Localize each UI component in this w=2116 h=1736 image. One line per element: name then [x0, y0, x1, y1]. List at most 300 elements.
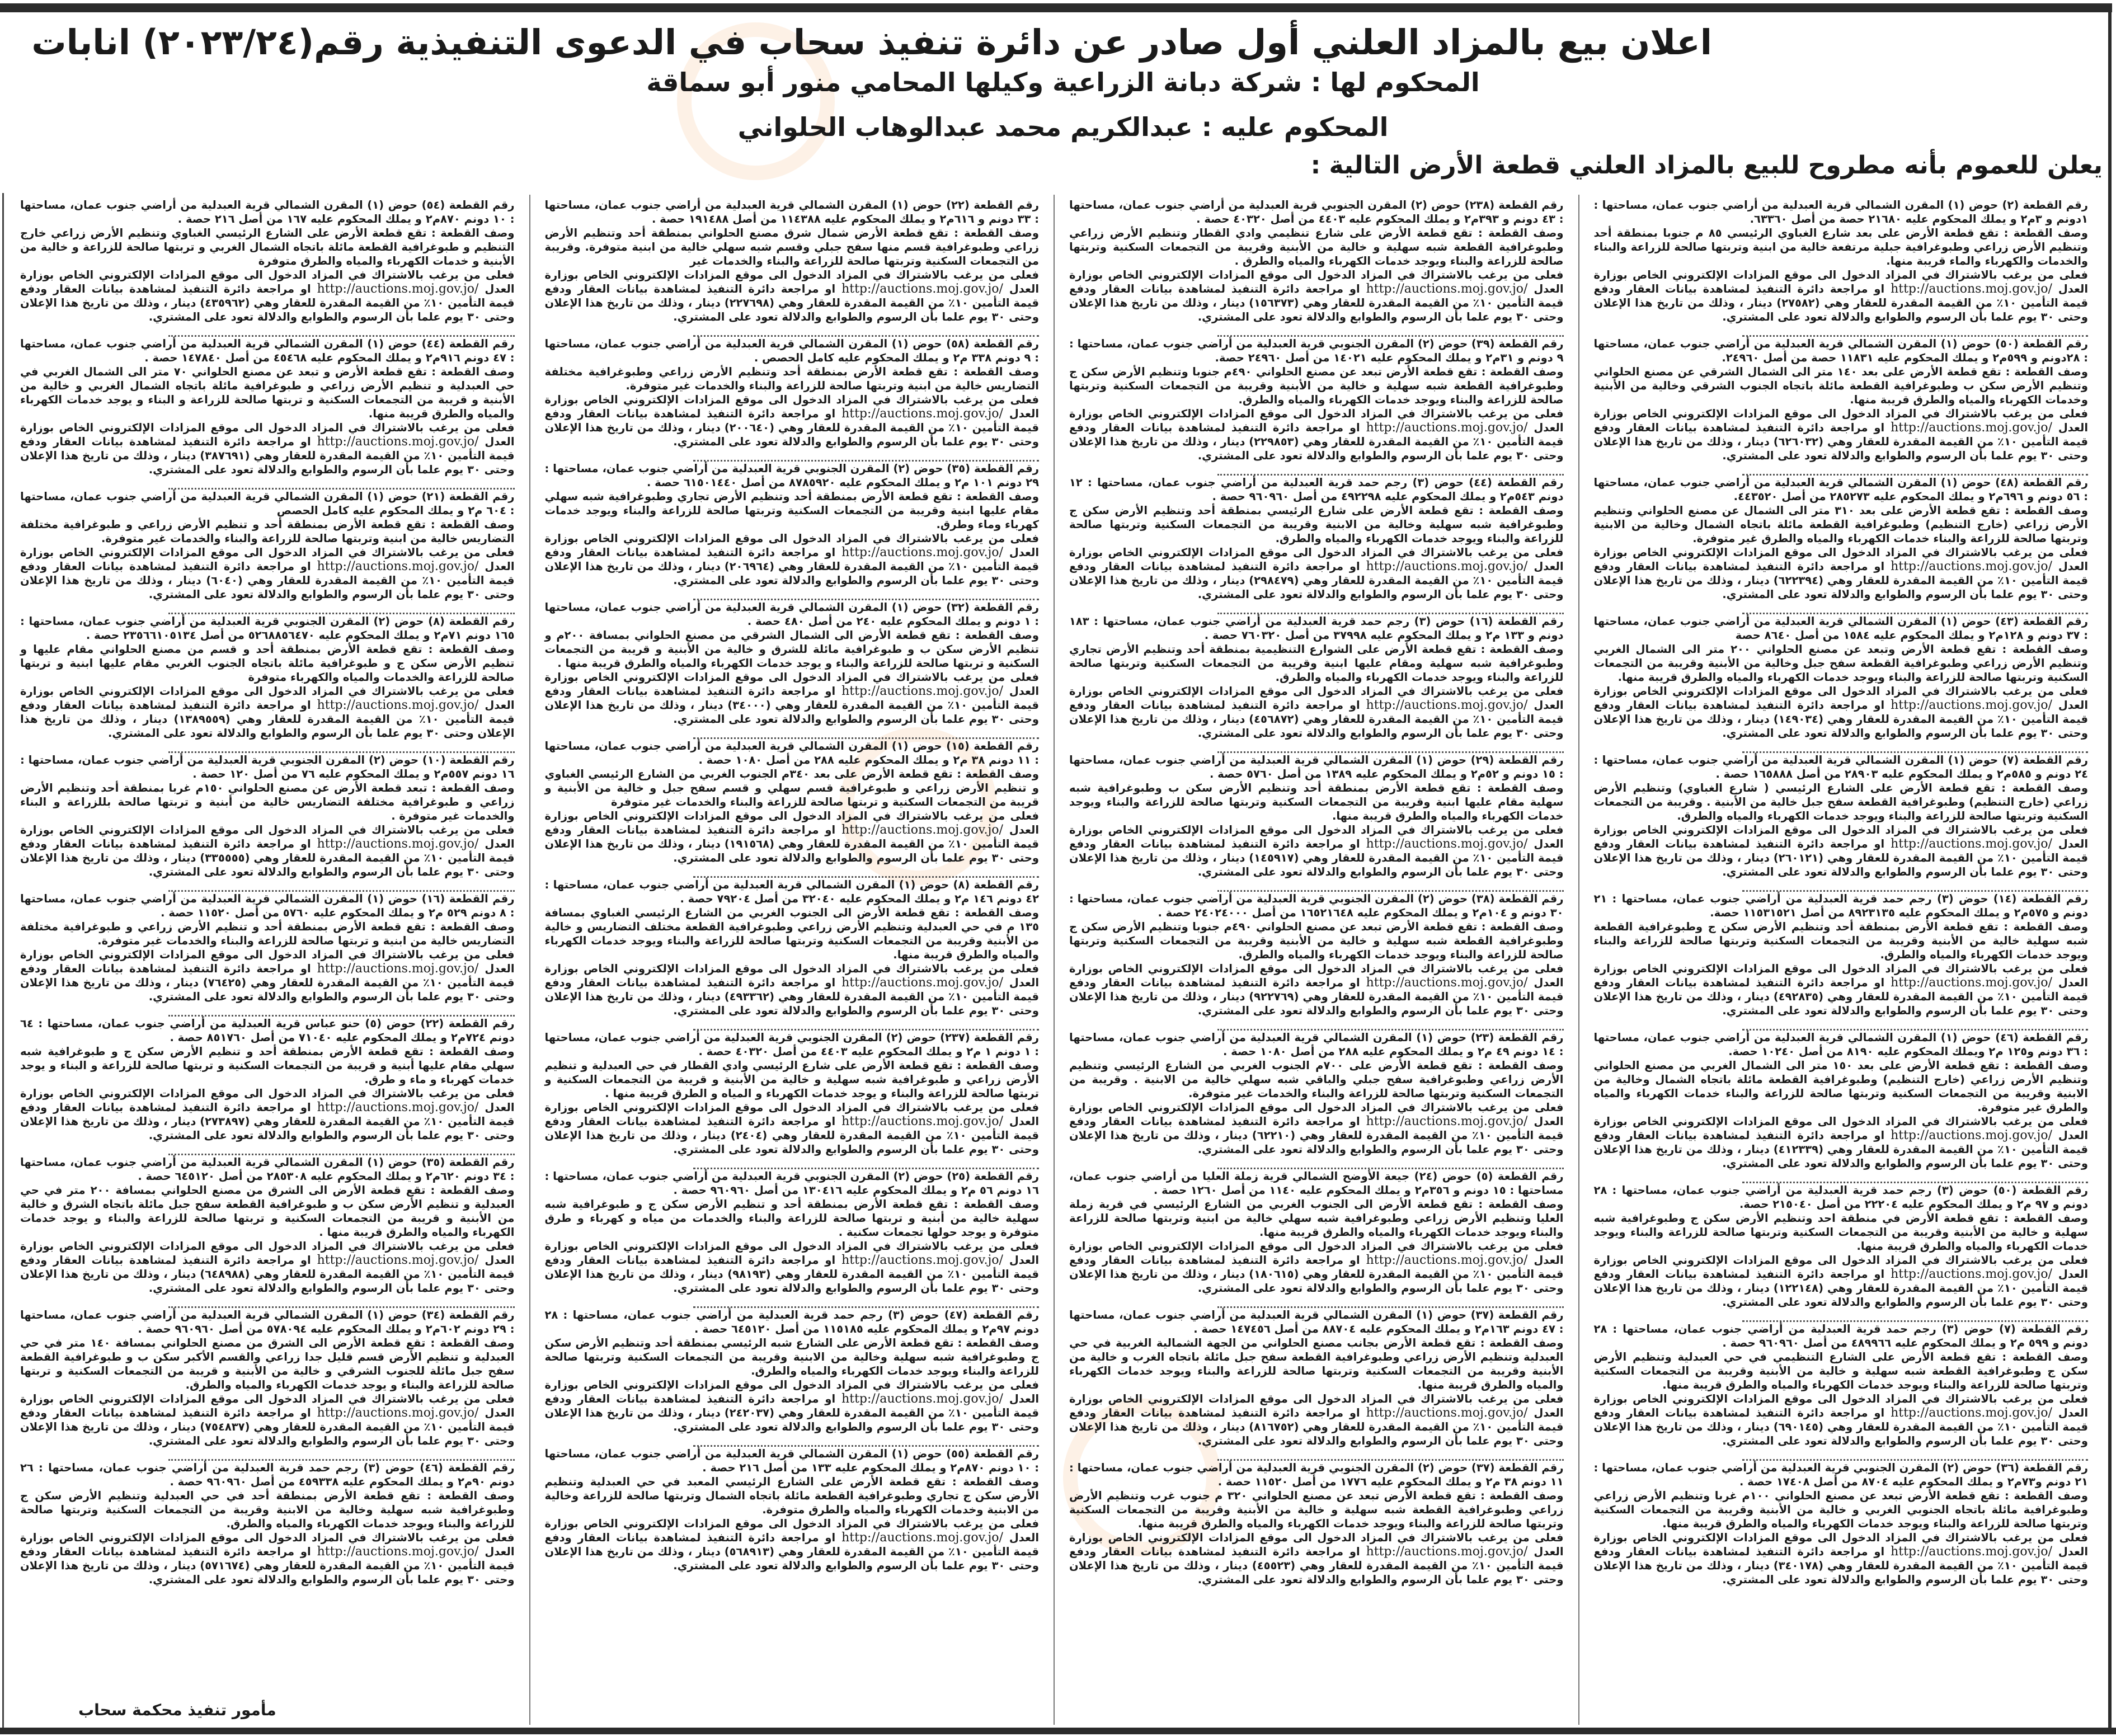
parcel-header: رقم القطعة (٢٢) حوض (٥) حنو عباس قرية العبدلية من أراضي جنوب عمان، مساحتها : ٦٤ دونم ٧٢٤م٢ و يملك المحكوم عليه ٧١٠٤٠ من أصل ٨٥١٧٦٠ حصة .	[20, 1017, 515, 1044]
participation-terms	[1069, 268, 1564, 324]
terms-text: او مراجعة دائرة التنفيذ لمشاهدة بيانات العقار ودفع قيمة التأمين ١٠٪ من القيمة المقدرة للعقار وهي	[20, 560, 515, 587]
desc-label: وصف القطعة :	[431, 365, 515, 378]
participation-terms	[20, 948, 515, 1004]
estimated-value: (٢٦٠١٢١)	[1773, 851, 1823, 864]
terms-text: او مراجعة دائرة التنفيذ لمشاهدة بيانات العقار ودفع قيمة التأمين ١٠٪ من القيمة المقدرة للعقار وهي	[20, 1545, 515, 1572]
column-3	[529, 195, 1054, 1725]
participation-terms	[20, 1086, 515, 1142]
estimated-value: (٢٩٨٤٧٩)	[1249, 574, 1299, 587]
parcel-listing	[1594, 468, 2089, 607]
column-4	[6, 195, 529, 1725]
parcel-listing	[1069, 1023, 1564, 1162]
terms-text: فعلى من يرغب بالاشتراك في المزاد الدخول الى موقع المزادات الإلكتروني الخاص بوزارة العدل	[20, 1087, 515, 1114]
terms-text: او مراجعة دائرة التنفيذ لمشاهدة بيانات العقار ودفع قيمة التأمين ١٠٪ من القيمة المقدرة للعقار وهي	[544, 1392, 1039, 1419]
desc-text: تقع قطعة الأرض وتبعد عن مصنع الحلواني ٢٠٠ متر الى الشمال الغربي وتنظيم الأرض زراعي وطبوغرافية القطعة سفح جبل وخالية من الأبنية وقريبة من التجمعات السكنية وتربتها صالحة للزراعة والبناء ويوجد خدمات الكهرباء والمياه والطرق قريبة منها.	[1593, 643, 2088, 684]
terms-text: فعلى من يرغب بالاشتراك في المزاد الدخول الى موقع المزادات الإلكتروني الخاص بوزارة العدل	[544, 393, 1040, 420]
estimated-value: (٣٤٠١٧٨)	[1773, 1559, 1823, 1572]
parcel-header: رقم القطعة (١٥) حوض (١) المقرن الشمالي قرية العبدلية من أراضي جنوب عمان، مساحتها : ١١ دونم ٣٨ م٢ و يملك المحكوم عليه ٢٨٨ من أصل ١٠٨٠ حصة .	[544, 740, 1039, 766]
terms-text: فعلى من يرغب بالاشتراك في المزاد الدخول الى موقع المزادات الإلكتروني الخاص بوزارة العدل	[1593, 1392, 2089, 1419]
parcel-header: رقم القطعة (٣٤) حوض (١) المقرن الشمالي قرية العبدلية من أراضي جنوب عمان، مساحتها : ٢٩ دونم ٦٠٢م٢ و يملك المحكوم عليه ٥٧٨٠٩٤ من أصل ٩٦٠٩٦٠ حصة .	[20, 1309, 515, 1335]
auctions-link[interactable]: http://auctions.moj.gov.jo/	[317, 282, 479, 296]
terms-text: او مراجعة دائرة التنفيذ لمشاهدة بيانات العقار ودفع قيمة التأمين ١٠٪ من القيمة المقدرة للعقار وهي	[1069, 699, 1564, 726]
terms-text: فعلى من يرغب بالاشتراك في المزاد الدخول الى موقع المزادات الإلكتروني الخاص بوزارة العدل	[20, 824, 515, 850]
auctions-link[interactable]: http://auctions.moj.gov.jo/	[841, 407, 1003, 421]
terms-text: او مراجعة دائرة التنفيذ لمشاهدة بيانات العقار ودفع قيمة التأمين ١٠٪ من القيمة المقدرة للعقار وهي	[1069, 283, 1564, 309]
auctions-link[interactable]: http://auctions.moj.gov.jo/	[1366, 559, 1528, 573]
estimated-value: (٦٩٠١٤٥)	[1773, 1420, 1823, 1433]
estimated-value: (٢٤٢٠٣٧)	[724, 1406, 774, 1419]
desc-label: وصف القطعة :	[430, 518, 515, 531]
parcel-description	[20, 642, 515, 684]
terms-text: او مراجعة دائرة التنفيذ لمشاهدة بيانات العقار ودفع قيمة التأمين ١٠٪ من القيمة المقدرة للعقار وهي	[544, 685, 1039, 712]
auctions-link[interactable]: http://auctions.moj.gov.jo/	[317, 698, 479, 712]
parcel-description	[1069, 642, 1564, 684]
parcel-description	[545, 628, 1040, 670]
terms-text: دينار ، وذلك من تاريخ هذا الإعلان وحتى ٣٠ يوم علما بأن الرسوم والطوابع والدلالة تعود على المشتري.	[1593, 1559, 2088, 1586]
terms-text: او مراجعة دائرة التنفيذ لمشاهدة بيانات العقار ودفع قيمة التأمين ١٠٪ من القيمة المقدرة للعقار وهي	[1593, 421, 2088, 448]
parcel-listing	[1069, 885, 1564, 1023]
parcel-description	[20, 1183, 515, 1239]
desc-label: وصف القطعة :	[1481, 365, 1564, 378]
auctions-link[interactable]: http://auctions.moj.gov.jo/	[317, 837, 479, 851]
auctions-link[interactable]: http://auctions.moj.gov.jo/	[317, 1545, 479, 1559]
desc-label: وصف القطعة :	[2005, 365, 2088, 378]
auctions-link[interactable]: http://auctions.moj.gov.jo/	[1366, 1406, 1528, 1420]
desc-text: تقع قطعة الأرض بمنطقة أحد وتنظيم الأرض سكن ب وطبوغرافية شبه سهلية مقام عليها ابنية وقريبة من التجمعات السكنية وتربتها صالحة للزراعة والبناء ويوجد خدمات الكهرباء والمياه والطرق قريبة منها.	[1069, 782, 1564, 822]
participation-terms	[1594, 545, 2089, 601]
terms-text: دينار ، وذلك من تاريخ هذا الإعلان وحتى ٣٠ يوم علما بأن الرسوم والطوابع والدلالة تعود على المشتري.	[20, 297, 515, 323]
parcel-description	[545, 767, 1040, 809]
desc-text: تقع قطعة الأرض على الشارع الرئيسي الغباوي وتنظيم الأرض زراعي خارج التنظيم و طبوغرافية القطعة مائلة باتجاه الشمال الغربي و تربتها صالحة للزراعة و خالية من الأبنية و خدمات الكهرباء والمياه والطرق متوفرة	[20, 227, 515, 267]
desc-text: تقع قطعة الأرض بمنطقة أحد وتنظيم الأرض سكن ج وطبوغرافية القطعة شبه سهلية خالية من الأبنية وقريبة من التجمعات السكنية وتربتها صالحة للزراعة والبناء ويوجد خدمات الكهرباء والمياه والطرق.	[1593, 920, 2088, 961]
parcel-listing	[1594, 195, 2089, 330]
column-1	[1578, 195, 2103, 1725]
parcel-listing	[545, 593, 1040, 732]
terms-text: او مراجعة دائرة التنفيذ لمشاهدة بيانات العقار ودفع قيمة التأمين ١٠٪ من القيمة المقدرة للعقار وهي	[1593, 1129, 2088, 1156]
auctions-link[interactable]: http://auctions.moj.gov.jo/	[1891, 1406, 2052, 1420]
terms-text: دينار ، وذلك من تاريخ هذا الإعلان وحتى ٣٠ يوم علما بأن الرسوم والطوابع والدلالة تعود على المشتري.	[20, 1115, 515, 1142]
desc-text: تقع قطعة الأرض على الشارع الرئيسي المعبد في حي العبدلية وتنظيم الأرض سكن ج تجاري وطبوغرافية القطعة مائلة باتجاه الشمال وتربتها صالحة للزراعة وخالية من الابنية وخدمات الكهرباء والمياه والطرق متوفرة.	[544, 1475, 1039, 1516]
terms-text: فعلى من يرغب بالاشتراك في المزاد الدخول الى موقع المزادات الإلكتروني الخاص بوزارة العدل	[1593, 546, 2089, 573]
terms-text: او مراجعة دائرة التنفيذ لمشاهدة بيانات العقار ودفع قيمة التأمين ١٠٪ من القيمة المقدرة للعقار وهي	[20, 1101, 515, 1128]
terms-text: دينار ، وذلك من تاريخ هذا الإعلان وحتى ٣٠ يوم علما بأن الرسوم والطوابع والدلالة تعود على المشتري.	[20, 713, 515, 740]
terms-text: فعلى من يرغب بالاشتراك في المزاد الدخول الى موقع المزادات الإلكتروني الخاص بوزارة العدل	[1593, 1254, 2089, 1281]
parcel-header: رقم القطعة (٥) حوض (٢٤) جيعة الأوضح الشمالي قرية زملة العليا من أراضي جنوب عمان، مساحتها : ١٥ دونم و ٣٥٦م٢ و يملك المحكوم عليه ١١٤٠ من أصل ١٢٦٠ حصة .	[1069, 1170, 1564, 1197]
auctions-link[interactable]: http://auctions.moj.gov.jo/	[1891, 1545, 2052, 1559]
terms-text: او مراجعة دائرة التنفيذ لمشاهدة بيانات العقار ودفع قيمة التأمين ١٠٪ من القيمة المقدرة للعقار وهي	[1593, 838, 2088, 864]
top-rule	[0, 3, 2112, 12]
auctions-link[interactable]: http://auctions.moj.gov.jo/	[1366, 837, 1528, 851]
desc-label: وصف القطعة :	[431, 227, 515, 239]
desc-label: وصف القطعة :	[2004, 1059, 2088, 1072]
terms-text: او مراجعة دائرة التنفيذ لمشاهدة بيانات العقار ودفع قيمة التأمين ١٠٪ من القيمة المقدرة للعقار وهي	[1593, 699, 2088, 726]
parcel-description	[20, 517, 515, 545]
parcel-header: رقم القطعة (٤٦) حوض (٣) رجم حمد قرية العبدلية من أراضي جنوب عمان، مساحتها : ٢٦ دونم ٩٠م٢ و يملك المحكوم عليه ٤٥٩٣٣٨ من أصل ٩٦٠٩٦٠ حصة .	[20, 1461, 515, 1488]
auctions-link[interactable]: http://auctions.moj.gov.jo/	[1366, 698, 1528, 712]
participation-terms	[1594, 1531, 2089, 1587]
auctions-link[interactable]: http://auctions.moj.gov.jo/	[1366, 1253, 1528, 1267]
estimated-value: (١٣٨٩٥٥٩)	[173, 713, 231, 726]
participation-terms	[545, 1378, 1040, 1434]
auctions-link[interactable]: http://auctions.moj.gov.jo/	[1891, 421, 2052, 435]
terms-text: او مراجعة دائرة التنفيذ لمشاهدة بيانات العقار ودفع قيمة التأمين ١٠٪ من القيمة المقدرة للعقار وهي	[20, 838, 515, 864]
parcel-listing	[1594, 885, 2089, 1023]
terms-text: فعلى من يرغب بالاشتراك في المزاد الدخول الى موقع المزادات الإلكتروني الخاص بوزارة العدل	[1069, 962, 1564, 989]
auctions-link[interactable]: http://auctions.moj.gov.jo/	[841, 684, 1003, 698]
estimated-value: (٧٦٤٢٥)	[203, 976, 247, 989]
terms-text: فعلى من يرغب بالاشتراك في المزاد الدخول الى موقع المزادات الإلكتروني الخاص بوزارة العدل	[1593, 685, 2089, 712]
desc-label: وصف القطعة :	[2002, 1351, 2088, 1363]
terms-text: او مراجعة دائرة التنفيذ لمشاهدة بيانات العقار ودفع قيمة التأمين ١٠٪ من القيمة المقدرة للعقار وهي	[1593, 1406, 2088, 1433]
parcel-listing	[20, 482, 515, 607]
parcel-listing	[1594, 1176, 2089, 1315]
desc-label: وصف القطعة :	[953, 365, 1039, 378]
auctions-link[interactable]: http://auctions.moj.gov.jo/	[1891, 976, 2052, 990]
terms-text: فعلى من يرغب بالاشتراك في المزاد الدخول الى موقع المزادات الإلكتروني الخاص بوزارة العدل	[1593, 962, 2089, 989]
parcel-description	[1594, 1489, 2089, 1531]
desc-label: وصف القطعة :	[952, 1475, 1040, 1488]
participation-terms	[1594, 962, 2089, 1018]
terms-text: دينار ، وذلك من تاريخ هذا الإعلان وحتى ٣٠ يوم علما بأن الرسوم والطوابع والدلالة تعود على المشتري.	[1593, 1143, 2088, 1170]
desc-text: تقع قطعة الأرض على شارع الرئيسي بمنطقة أحد وتنظيم الأرض سكن ج وطبوغرافية شبه سهلية وخالية من الابنية وقريبة من التجمعات السكنية وتربتها صالحة للزراعة والبناء ويوجد خدمات الكهرباء والمياه والطرق.	[1069, 504, 1564, 545]
participation-terms	[1069, 1239, 1564, 1295]
estimated-value: (١٤٩٠٣٤)	[1773, 713, 1823, 726]
parcel-header: رقم القطعة (٣٨) حوض (٢) المقرن الجنوبي قرية العبدلية من أراضي جنوب عمان، مساحتها : ٣٠ دونم و ١٠٤م٢ و يملك المحكوم عليه ١٦٥٢١٦٤٨ من أصل ٢٤٠٢٤٠٠٠ حصة .	[1069, 892, 1564, 919]
participation-terms	[545, 1239, 1040, 1295]
parcel-description	[20, 1045, 515, 1086]
estimated-value: (٦٢٢٣٩٤)	[1773, 574, 1823, 587]
auctions-link[interactable]: http://auctions.moj.gov.jo/	[317, 1253, 479, 1267]
terms-text: او مراجعة دائرة التنفيذ لمشاهدة بيانات العقار ودفع قيمة التأمين ١٠٪ من القيمة المقدرة للعقار وهي	[20, 283, 515, 309]
auctions-link[interactable]: http://auctions.moj.gov.jo/	[1891, 282, 2052, 296]
parcel-description	[1069, 920, 1564, 962]
participation-terms	[1594, 823, 2089, 879]
desc-text: تقع قطعة الأرض الى الجنوب الغربي من الشارع الرئيسي الغباوي بمسافة ١٣٥ م في حي العبدلية وتنظيم الأرض زراعي وطبوغرافية القطعة مختلف التضاريس و خالية من الأبنية وقريبة من التجمعات السكنية وتربتها صالحة للزراعة والبناء ويوجد خدمات الكهرباء والمياه والطرق قريبة منها.	[544, 906, 1039, 961]
auctions-link[interactable]: http://auctions.moj.gov.jo/	[1891, 837, 2052, 851]
participation-terms	[545, 809, 1040, 865]
desc-text: تقع قطعة الأرض على الشارع شبه الرئيسي بمنطقة أحد وتنظيم الأرض سكن ج وطبوغرافية شبه سهلية وخالية من الابنية وقريبة من التجمعات السكنية وتربتها صالحة للزراعة والبناء ويوجد خدمات الكهرباء والمياه والطرق.	[544, 1337, 1039, 1377]
desc-label: وصف القطعة :	[2005, 504, 2089, 517]
parcel-description	[545, 1475, 1040, 1517]
participation-terms	[20, 545, 515, 601]
parcel-listing	[1069, 607, 1564, 746]
parcel-listing	[1069, 468, 1564, 607]
parcel-listing	[1069, 330, 1564, 468]
parcel-header: رقم القطعة (٣٧) حوض (١) المقرن الشمالي قرية العبدلية من أراضي جنوب عمان، مساحتها : ٤٧ دونم ١٦٣م٢ و يملك المحكوم عليه ٨٨٧٠٤ من أصل ١٤٧٤٥٦ حصة .	[1069, 1309, 1564, 1335]
estimated-value: (٥٦٨٩١٣)	[724, 1545, 774, 1558]
estimated-value: (٦٢٢١٠)	[1252, 1129, 1296, 1142]
participation-terms	[545, 670, 1040, 726]
terms-text: دينار ، وذلك من تاريخ هذا الإعلان وحتى ٣٠ يوم علما بأن الرسوم والطوابع والدلالة تعود على المشتري.	[1069, 1559, 1564, 1586]
estimated-value: (٢٠٠٦٤٠)	[724, 421, 774, 434]
estimated-value: (٧٥٤٨٣٧)	[200, 1420, 250, 1433]
participation-terms	[545, 1100, 1040, 1156]
parcel-description	[1594, 1350, 2089, 1392]
terms-text: فعلى من يرغب بالاشتراك في المزاد الدخول الى موقع المزادات الإلكتروني الخاص بوزارة العدل	[544, 962, 1040, 989]
terms-text: دينار ، وذلك من تاريخ هذا الإعلان وحتى ٣٠ يوم علما بأن الرسوم والطوابع والدلالة تعود على المشتري.	[1593, 1282, 2088, 1309]
auctions-link[interactable]: http://auctions.moj.gov.jo/	[317, 962, 479, 976]
terms-text: فعلى من يرغب بالاشتراك في المزاد الدخول الى موقع المزادات الإلكتروني الخاص بوزارة العدل	[20, 948, 515, 975]
parcel-listing	[1594, 1315, 2089, 1453]
terms-text: دينار ، وذلك من تاريخ هذا الإعلان وحتى ٣٠ يوم علما بأن الرسوم والطوابع والدلالة تعود على المشتري.	[20, 976, 515, 1003]
auctions-link[interactable]: http://auctions.moj.gov.jo/	[1366, 976, 1528, 990]
desc-text: تقع قطعة الأرض بمنطقة أحد و تنظيم الأرض زراعي و طبوغرافية مختلفة التضاريس خالية من ابنية و تربتها صالحة للزراعة والبناء والخدمات غير متوفرة.	[20, 920, 515, 947]
desc-label: وصف القطعة :	[2001, 782, 2088, 794]
terms-text: فعلى من يرغب بالاشتراك في المزاد الدخول الى موقع المزادات الإلكتروني الخاص بوزارة العدل	[544, 1517, 1040, 1544]
desc-text: تقع قطعة الأرض شمال شرق مصنع الحلواني بمنطقة أحد وتنظيم الأرض زراعي وطبوغرافية قسم منها سفح جبلي وقسم شبه سهلي خالية من ابنية متوفرة. وقريبة من التجمعات السكنية وتربتها صالحة للزراعة والبناء والخدمات غير	[544, 227, 1039, 267]
terms-text: فعلى من يرغب بالاشتراك في المزاد الدخول الى موقع المزادات الإلكتروني الخاص بوزارة العدل	[20, 1531, 515, 1558]
terms-text: دينار ، وذلك من تاريخ هذا الإعلان وحتى ٣٠ يوم علما بأن الرسوم والطوابع والدلالة تعود على المشتري.	[544, 990, 1039, 1017]
parcel-header: رقم القطعة (١٦) حوض (٣) رجم حمد قرية العبدلية من أراضي جنوب عمان، مساحتها : ١٨٣ دونم و ١٣٣ م٢ و يملك المحكوم عليه ٣٧٩٩٨ من أصل ٧٦٠٣٢٠ حصة .	[1069, 615, 1564, 642]
terms-text: دينار ، وذلك من تاريخ هذا الإعلان وحتى ٣٠ يوم علما بأن الرسوم والطوابع والدلالة تعود على المشتري.	[20, 1268, 515, 1295]
participation-terms	[1069, 407, 1564, 463]
parcel-description	[1594, 1058, 2089, 1114]
auctions-link[interactable]: http://auctions.moj.gov.jo/	[841, 1114, 1003, 1128]
auctions-link[interactable]: http://auctions.moj.gov.jo/	[1891, 1267, 2052, 1281]
estimated-value: (٢٧٣٨٩٧)	[200, 1115, 250, 1128]
parcel-header: رقم القطعة (٤٦) حوض (١) المقرن الشمالي قرية العبدلية من أراضي جنوب عمان، مساحتها : ٣٦ دونم و١٢٥ م٢ ويملك المحكوم عليه ٨١٩٠ من أصل ١٠٢٤٠ حصة.	[1593, 1031, 2088, 1058]
auctions-link[interactable]: http://auctions.moj.gov.jo/	[841, 282, 1003, 296]
terms-text: او مراجعة دائرة التنفيذ لمشاهدة بيانات العقار ودفع قيمة التأمين ١٠٪ من القيمة المقدرة للعقار وهي	[1069, 838, 1564, 864]
parcel-header: رقم القطعة (٢٢) حوض (١) المقرن الشمالي قرية العبدلية من أراضي جنوب عمان، مساحتها : ٣٣ دونم و ٦١٦م٢ و يملك المحكوم عليه ١١٤٣٨٨ من أصل ١٩١٤٨٨ حصة .	[544, 199, 1039, 225]
desc-text: تقع قطعة الأرض تبعد عن مصنع الحلواني ١٠٠م غربا وتنظيم الأرض زراعي وطبوغرافية مائلة باتجاه الجنوبي الغربي و خالية من الأبنية وقريبة من التجمعات السكنية وتربتها صالحة للزراعة والبناء ويوجد خدمات الكهرباء والمياه والطرق قريبة منها.	[1593, 1489, 2088, 1530]
estimated-value: (٣٨٧٦٩١)	[200, 449, 250, 462]
terms-text: او مراجعة دائرة التنفيذ لمشاهدة بيانات العقار ودفع قيمة التأمين ١٠٪ من القيمة المقدرة للعقار وهي	[1593, 1545, 2088, 1572]
parcel-description	[545, 226, 1040, 268]
terms-text: او مراجعة دائرة التنفيذ لمشاهدة بيانات العقار ودفع قيمة التأمين ١٠٪ من القيمة المقدرة للعقار وهي	[1593, 1268, 2088, 1295]
auctions-link[interactable]: http://auctions.moj.gov.jo/	[1891, 1128, 2052, 1142]
estimated-value: (١٤٥٩١٧)	[1249, 851, 1299, 864]
terms-text: فعلى من يرغب بالاشتراك في المزاد الدخول الى موقع المزادات الإلكتروني الخاص بوزارة العدل	[20, 1240, 515, 1267]
terms-text: او مراجعة دائرة التنفيذ لمشاهدة بيانات العقار ودفع قيمة التأمين ١٠٪ من القيمة المقدرة للعقار وهي	[1069, 1254, 1564, 1281]
terms-text: دينار ، وذلك من تاريخ هذا الإعلان وحتى ٣٠ يوم علما بأن الرسوم والطوابع والدلالة تعود على المشتري.	[544, 297, 1039, 323]
desc-label: وصف القطعة :	[428, 643, 515, 656]
parcel-header: رقم القطعة (٧) حوض (١) المقرن الشمالي قرية العبدلية من أراضي جنوب عمان، مساحتها : ٢٤ دونم و ٥٨٥م٢ و يملك المحكوم عليه ٢٨٩٠٣ من أصل ١٦٥٨٨٨ حصة .	[1593, 754, 2088, 780]
estimated-value: (٤٣٥٩٦٢)	[200, 297, 250, 309]
desc-label: وصف القطعة :	[2002, 643, 2088, 656]
terms-text: او مراجعة دائرة التنفيذ لمشاهدة بيانات العقار ودفع قيمة التأمين ١٠٪ من القيمة المقدرة للعقار وهي	[544, 1531, 1039, 1558]
auctions-link[interactable]: http://auctions.moj.gov.jo/	[1366, 1114, 1528, 1128]
estimated-value: (٨١٦٧٥٢)	[1249, 1420, 1299, 1433]
parcel-header: رقم القطعة (٤٤) حوض (٣) رجم حمد قرية العبدلية من أراضي جنوب عمان، مساحتها : ١٢ دونم ٥٤٣م٢ و يملك المحكوم عليه ٤٩٢٢٩٨ من أصل ٩٦٠٩٦٠ حصة .	[1069, 476, 1564, 503]
desc-text: تقع قطعة الأرض الى الشرق من مصنع الحلواني بمسافة ٢٠٠ متر في حي العبدلية و تنظيم الأرض سكن ب و طبوغرافية القطعة سفح جبل مائلة باتجاه الشرق و خالية من الأبنية و قريبة من التجمعات السكنية و تربتها صالحة للزراعة والبناء و يوجد خدمات الكهرباء والمياه والطرق قريبة منها .	[20, 1184, 515, 1239]
estimated-value: (٤١٢٣٣٩)	[1773, 1143, 1823, 1156]
parcel-description	[1594, 226, 2089, 268]
terms-text: فعلى من يرغب بالاشتراك في المزاد الدخول الى موقع المزادات الإلكتروني الخاص بوزارة العدل	[1593, 269, 2089, 295]
participation-terms	[20, 1239, 515, 1295]
desc-label: وصف القطعة :	[2004, 1489, 2088, 1502]
terms-text: او مراجعة دائرة التنفيذ لمشاهدة بيانات العقار ودفع قيمة التأمين ١٠٪ من القيمة المقدرة للعقار وهي	[544, 407, 1039, 434]
desc-label: وصف القطعة :	[1480, 1489, 1564, 1502]
parcel-header: رقم القطعة (٢٩) حوض (١) المقرن الشمالي قرية العبدلية من أراضي جنوب عمان، مساحتها : ١٥ دونم و ٥٢م٢ و يملك المحكوم عليه ١٣٨٩ من أصل ٥٧٦٠ حصة .	[1069, 754, 1564, 780]
terms-text: او مراجعة دائرة التنفيذ لمشاهدة بيانات العقار ودفع قيمة التأمين ١٠٪ من القيمة المقدرة للعقار وهي	[1593, 560, 2088, 587]
parcel-description	[1594, 365, 2089, 407]
parcel-listing	[545, 1162, 1040, 1301]
parcel-header: رقم القطعة (٥٥) حوض (١) المقرن الشمالي قرية العبدلية من أراضي جنوب عمان، مساحتها : ١٠ دونم ٨٧٠م٢ و يملك المحكوم عليه ١٣٣ من أصل ٢١٦ حصة .	[544, 1447, 1039, 1474]
terms-text: فعلى من يرغب بالاشتراك في المزاد الدخول الى موقع المزادات الإلكتروني الخاص بوزارة العدل	[1069, 1531, 1564, 1558]
desc-label: وصف القطعة :	[1477, 782, 1564, 794]
terms-text: فعلى من يرغب بالاشتراك في المزاد الدخول الى موقع المزادات الإلكتروني الخاص بوزارة العدل	[1069, 407, 1564, 434]
auctions-link[interactable]: http://auctions.moj.gov.jo/	[1891, 559, 2052, 573]
terms-text: فعلى من يرغب بالاشتراك في المزاد الدخول الى موقع المزادات الإلكتروني الخاص بوزارة العدل	[1069, 1240, 1564, 1267]
desc-label: وصف القطعة :	[957, 768, 1040, 780]
parcel-description	[20, 1336, 515, 1392]
estimated-value: (١٢٢١٤٨)	[1773, 1282, 1823, 1295]
terms-text: فعلى من يرغب بالاشتراك في المزاد الدخول الى موقع المزادات الإلكتروني الخاص بوزارة العدل	[544, 671, 1040, 698]
desc-text: تقع قطعة الأرض الى الشرق من مصنع الحلواني بمسافة ١٤٠ متر في حي العبدلية و تنظيم الأرض قسم قليل جدا زراعي والقسم الأكبر سكن ب و طبوغرافية القطعة سفح جبل مائلة للجنوب الشرقي و خالية من الأبنية و قريبة من التجمعات السكنية و تربتها صالحة للزراعة والبناء و يوجد خدمات الكهرباء والمياه والطرق.	[20, 1337, 515, 1391]
parcel-description	[545, 490, 1040, 531]
desc-label: وصف القطعة :	[1481, 920, 1564, 933]
terms-text: او مراجعة دائرة التنفيذ لمشاهدة بيانات العقار ودفع قيمة التأمين ١٠٪ من القيمة المقدرة للعقار وهي	[1069, 1115, 1564, 1142]
parcel-listing	[20, 1453, 515, 1592]
parcel-description	[545, 1197, 1040, 1239]
parcel-description	[1594, 781, 2089, 823]
parcel-header: رقم القطعة (٢٣٧) حوض (٢) المقرن الجنوبي قرية العبدلية من أراضي جنوب عمان، مساحتها : ١ دونم ١ م٢ و يملك المحكوم عليه ٤٤٠٣ من أصل ٤٠٣٢٠ حصة .	[544, 1031, 1039, 1058]
desc-text: تقع قطعة الأرض بمنطقة أحد وتنظيم الأرض تجاري وطبوغرافية شبه سهلي مقام عليها ابنية وقريبة من التجمعات السكنية وتربتها صالحة للزراعة والبناء ويوجد خدمات كهرباء وماء وطرق.	[544, 490, 1039, 531]
parcel-header: رقم القطعة (١٠) حوض (٢) المقرن الجنوبي قرية العبدلية من أراضي جنوب عمان، مساحتها : ١٦ دونم ٥٥٧م٢ و يملك المحكوم عليه ٧٦ من أصل ١٢٠ حصة .	[20, 754, 515, 780]
desc-text: تقع قطعة الأرض بمنطقة أحد و تنظيم الأرض زراعي و طبوغرافية مختلفة التضاريس خالية من ابنية وتربتها صالحة للزراعة والبناء والخدمات غير متوفرة.	[20, 518, 515, 545]
auctions-link[interactable]: http://auctions.moj.gov.jo/	[317, 1406, 479, 1420]
participation-terms	[1069, 962, 1564, 1018]
parcel-header: رقم القطعة (٢٣٨) حوض (٢) المقرن الجنوبي قرية العبدلية من أراضي جنوب عمان، مساحتها : ٤٣ دونم و ٣٩٣م٢ و يملك المحكوم عليه ٤٤٠٣ من أصل ٤٠٣٢٠ حصة .	[1069, 199, 1564, 225]
auctions-link[interactable]: http://auctions.moj.gov.jo/	[841, 1392, 1003, 1406]
parcel-description	[1594, 504, 2089, 545]
desc-label: وصف القطعة :	[430, 1337, 515, 1349]
parcel-header: رقم القطعة (٤٣) حوض (١) المقرن الشمالي قرية العبدلية من أراضي جنوب عمان، مساحتها : ٣٧ دونم و ١٢٨م٢ و يملك المحكوم عليه ١٥٨٤ من أصل ٨٦٤٠ حصة	[1593, 615, 2088, 642]
participation-terms	[20, 684, 515, 740]
desc-text: تقع قطعة الأرض الى الشمال الشرقي من مصنع الحلواني بمسافة ٢٠٠م و تنظيم الأرض سكن ب و طبوغرافية مائلة للشرق و خالية من الأبنية و قريبة من التجمعات السكنية و تربتها صالحة للزراعة والبناء و يوجد خدمات الكهرباء والمياه والطرق قريبة منها .	[544, 629, 1039, 670]
desc-text: تقع قطعة الأرض على بعد ٣٤٠م الجنوب الغربي من الشارع الرئيسي الغباوي و تنظيم الأرض زراعي و طبوغرافية قسم سهلي و قسم سفح جبل و خالية من الأبنية و قريبة من التجمعات السكنية و تربتها صالحة للزراعة والبناء والخدمات غير متوفرة	[544, 768, 1039, 808]
parcel-listing	[1594, 1023, 2089, 1176]
frame-border-right	[2108, 3, 2112, 1732]
column-2	[1054, 195, 1578, 1725]
participation-terms	[1069, 545, 1564, 601]
parcel-listing	[20, 1148, 515, 1301]
parcel-listing	[545, 454, 1040, 593]
terms-text: دينار ، وذلك من تاريخ هذا الإعلان وحتى ٣٠ يوم علما بأن الرسوم والطوابع والدلالة تعود على المشتري.	[1593, 435, 2088, 462]
parcel-description	[1594, 1211, 2089, 1253]
desc-label: وصف القطعة :	[957, 1059, 1039, 1072]
desc-label: وصف القطعة :	[957, 1337, 1040, 1349]
parcel-listing	[545, 1439, 1040, 1578]
desc-text: تقع قطعة الأرض على ٧٠٠م الجنوب الغربي من الشارع الرئيسي وتنظيم الأرض زراعي وطبوغرافية سفح جبلي والباقي شبه سهلي خالية من الابنية . وقريبة من التجمعات السكنية وتربتها صالحة للزراعة والبناء والخدمات غير متوفرة.	[1069, 1059, 1564, 1100]
terms-text: او مراجعة دائرة التنفيذ لمشاهدة بيانات العقار ودفع قيمة التأمين ١٠٪ من القيمة المقدرة للعقار وهي	[20, 1254, 515, 1281]
auctions-link[interactable]: http://auctions.moj.gov.jo/	[841, 823, 1003, 837]
auctions-link[interactable]: http://auctions.moj.gov.jo/	[841, 545, 1003, 559]
terms-text: فعلى من يرغب بالاشتراك في المزاد الدخول الى موقع المزادات الإلكتروني الخاص بوزارة العدل	[1593, 1531, 2089, 1558]
desc-text: تقع قطعة الأرض بمنطقة أحد و تنظيم الأرض سكن ج و طبوغرافية شبه سهلي مقام عليها أبنية و قريبة من التجمعات السكنية و تربتها صالحة للزراعة و البناء و يوجد خدمات كهرباء و ماء و طرق.	[20, 1045, 515, 1086]
terms-text: او مراجعة دائرة التنفيذ لمشاهدة بيانات العقار ودفع قيمة التأمين ١٠٪ من القيمة المقدرة للعقار وهي	[20, 699, 515, 726]
terms-text: دينار ، وذلك من تاريخ هذا الإعلان وحتى ٣٠ يوم علما بأن الرسوم والطوابع والدلالة تعود على المشتري.	[1593, 990, 2088, 1017]
auctions-link[interactable]: http://auctions.moj.gov.jo/	[1891, 698, 2052, 712]
desc-label: وصف القطعة :	[953, 1198, 1039, 1211]
terms-text: دينار ، وذلك من تاريخ هذا الإعلان وحتى ٣٠ يوم علما بأن الرسوم والطوابع والدلالة تعود على المشتري.	[20, 449, 515, 476]
parcel-listing	[20, 607, 515, 746]
terms-text: دينار ، وذلك من تاريخ هذا الإعلان وحتى ٣٠ يوم علما بأن الرسوم والطوابع والدلالة تعود على المشتري.	[544, 1268, 1039, 1295]
parcel-listing	[20, 746, 515, 885]
parcel-listing	[1069, 195, 1564, 330]
terms-text: دينار ، وذلك من تاريخ هذا الإعلان وحتى ٣٠ يوم علما بأن الرسوم والطوابع والدلالة تعود على المشتري.	[544, 1545, 1039, 1572]
terms-text: دينار ، وذلك من تاريخ هذا الإعلان وحتى ٣٠ يوم علما بأن الرسوم والطوابع والدلالة تعود على المشتري.	[20, 574, 515, 601]
terms-text: دينار ، وذلك من تاريخ هذا الإعلان وحتى ٣٠ يوم علما بأن الرسوم والطوابع والدلالة تعود على المشتري.	[1593, 574, 2088, 601]
parcel-listing	[1594, 330, 2089, 468]
desc-label: وصف القطعة :	[957, 490, 1039, 503]
participation-terms	[20, 823, 515, 879]
desc-text: تقع قطعة الأرض على الشارع الرئيسي ( شارع الغباوي) وتنظيم الأرض زراعي (خارج التنظيم) وطبوغرافية القطعة سفح جبل خالية من الأبنية . وقريبة من التجمعات السكنية وتربتها صالحة للزراعة والبناء ويوجد خدمات الكهرباء والمياه والطرق.	[1593, 782, 2088, 822]
participation-terms	[545, 268, 1040, 324]
auctions-link[interactable]: http://auctions.moj.gov.jo/	[841, 1531, 1003, 1545]
auctions-link[interactable]: http://auctions.moj.gov.jo/	[1366, 421, 1528, 435]
terms-text: فعلى من يرغب بالاشتراك في المزاد الدخول الى موقع المزادات الإلكتروني الخاص بوزارة العدل	[544, 810, 1040, 836]
parcel-header: رقم القطعة (٣٩) حوض (٢) المقرن الجنوبي قرية العبدلية من أراضي جنوب عمان، مساحتها : ٩ دونم و ٣١م٢ و يملك المحكوم عليه ١٤٠٢١ من أصل ٢٤٩٦٠ حصة.	[1069, 337, 1564, 364]
auctions-link[interactable]: http://auctions.moj.gov.jo/	[1366, 282, 1528, 296]
terms-text: فعلى من يرغب بالاشتراك في المزاد الدخول الى موقع المزادات الإلكتروني الخاص بوزارة العدل	[20, 546, 515, 573]
desc-text: تقع قطعة الأرض بمنطقة أحد و تنظيم الأرض سكن ج و طبوغرافية شبه سهلية خالية من أبنية و تربتها صالحة للزراعة والبناء والخدمات من مياه و كهرباء و طرق متوفرة و يوجد حولها تجمعات سكنية .	[544, 1198, 1039, 1239]
judgment-for: المحكوم لها : شركة دبانة الزراعية وكيلها المحامي منور أبو سماقة	[646, 67, 1480, 97]
desc-text: تقع قطعة الأرض على بعد ١٤٠ متر الى الشمال الشرقي عن مصنع الحلواني وتنظيم الأرض سكن ب وطبوغرافية القطعة مائلة باتجاه الجنوب الشرقي وخالية من الأبنية وخدمات الكهرباء والمياه والطرق قريبة منها.	[1593, 365, 2088, 406]
desc-text: تقع قطعة الأرض تبعد عن مصنع الحلواني ٤٩٠م جنوبا وتنظيم الأرض سكن ج وطبوغرافية القطعة شبه سهلية و خالية من الأبنية وقريبة من التجمعات السكنية وتربتها صالحة للزراعة والبناء ويوجد خدمات الكهرباء والمياه والطرق.	[1069, 920, 1564, 961]
parcel-description	[545, 365, 1040, 393]
parcel-listing	[20, 1301, 515, 1453]
parcel-description	[20, 226, 515, 268]
parcel-header: رقم القطعة (٢١) حوض (١) المقرن الشمالي قرية العبدلية من أراضي جنوب عمان، مساحتها : ٦٠٤ م٢ و يملك المحكوم عليه كامل الحصص	[20, 490, 515, 517]
auctions-link[interactable]: http://auctions.moj.gov.jo/	[841, 976, 1003, 990]
desc-text: تقع قطعة الأرض بمنطقة أحد في حي العبدلية وتنظيم الأرض سكن ج وطبوغرافية شبه سهلية وخالية من الابنية وقريبة من التجمعات السكنية وتربتها صالحة للزراعة والبناء ويوجد خدمات الكهرباء والمياه والطرق.	[20, 1489, 515, 1530]
terms-text: دينار ، وذلك من تاريخ هذا الإعلان وحتى ٣٠ يوم علما بأن الرسوم والطوابع والدلالة تعود على المشتري.	[20, 1420, 515, 1447]
participation-terms	[1594, 407, 2089, 463]
desc-text: تقع قطعة الأرض الى الجنوب الغربي من الشارع الرئيسي في قرية زملة العليا وتنظيم الأرض زراعي وطبوغرافية شبه سهلي خالية من ابنية وتربتها صالحة للزراعة والبناء ويوجد خدمات الكهرباء والمياه والطرق قريبة منها.	[1069, 1198, 1564, 1239]
estimated-value: (٤٩٣٣٦٢)	[724, 990, 774, 1003]
terms-text: فعلى من يرغب بالاشتراك في المزاد الدخول الى موقع المزادات الإلكتروني الخاص بوزارة العدل	[1593, 1115, 2089, 1142]
desc-text: تقع قطعة الأرض على شارع الرئيسي وادي القطار في حي العبدلية و تنظيم الأرض زراعي و طبوغرافية شبه سهلية و خالية من الأبنية و قريبة من التجمعات السكنية و تربتها صالحة للزراعة والبناء و يوجد خدمات الكهرباء و المياه و الطرق قريبة منها .	[544, 1059, 1039, 1100]
desc-text: تقع قطعة الأرض على شارع تنظيمي وادي القطار وتنظيم الأرض زراعي وطبوغرافية القطعة شبه سهلية و خالية من الأبنية وقريبة من التجمعات السكنية وتربتها صالحة للزراعة والبناء ويوجد خدمات الكهرباء والمياه والطرق .	[1069, 227, 1564, 267]
auctions-link[interactable]: http://auctions.moj.gov.jo/	[317, 559, 479, 573]
estimated-value: (٢٤٠٤)	[730, 1129, 768, 1142]
parcel-header: رقم القطعة (٢) حوض (١) المقرن الشمالي قرية العبدلية من أراضي جنوب عمان، مساحتها : ١دونم و ٣م٢ و يملك المحكوم عليه ٢١٦٨٠ حصة من أصل ٦٣٣٦٠.	[1593, 199, 2088, 225]
parcel-description	[20, 365, 515, 421]
estimated-value: (١٥٦٣٧٣)	[1249, 297, 1299, 309]
parcel-description	[1069, 1058, 1564, 1100]
desc-label: وصف القطعة :	[1478, 1059, 1564, 1072]
desc-label: وصف القطعة :	[431, 782, 515, 794]
desc-text: تقع قطعة الأرض و تبعد عن مصنع الحلواني ٧٠ متر الى الشمال الغربي في حي العبدلية و تنظيم الأرض زراعي و طبوغرافية مائلة باتجاه الشمال الغربي و خالية من الأبنية و قريبة من التجمعات السكنية و تربتها صالحة للزراعة و البناء و يوجد خدمات الكهرباء والمياه والطرق قريبة منها.	[20, 365, 515, 420]
participation-terms	[1594, 1392, 2089, 1448]
participation-terms	[1594, 684, 2089, 740]
terms-text: او مراجعة دائرة التنفيذ لمشاهدة بيانات العقار ودفع قيمة التأمين ١٠٪ من القيمة المقدرة للعقار وهي	[1069, 1545, 1564, 1572]
auctions-link[interactable]: http://auctions.moj.gov.jo/	[317, 1100, 479, 1114]
terms-text: دينار ، وذلك من تاريخ هذا الإعلان وحتى ٣٠ يوم علما بأن الرسوم والطوابع والدلالة تعود على المشتري.	[20, 1559, 515, 1586]
parcel-header: رقم القطعة (٣٧) حوض (٢) المقرن الجنوبي قرية العبدلية من أراضي جنوب عمان، مساحتها : ١١ دونم ٣٨ م٢ و يملك المحكوم عليه ١٧٧٦ من أصل ١١٥٢٠ حصة .	[1069, 1461, 1564, 1488]
desc-label: وصف القطعة :	[2004, 1212, 2089, 1225]
parcel-header: رقم القطعة (٣٦) حوض (٢) المقرن الجنوبي قرية العبدلية من أراضي جنوب عمان، مساحتها : ٢١ دونم و٧٣م٢ و يملك المحكوم عليه ٨٧٠٤ من أصل ١٧٤٠٨ حصة .	[1593, 1461, 2088, 1488]
lead-statement: يعلن للعموم بأنه مطروح للبيع بالمزاد العلني قطعة الأرض التالية :	[1310, 151, 2103, 180]
terms-text: دينار ، وذلك من تاريخ هذا الإعلان وحتى ٣٠ يوم علما بأن الرسوم والطوابع والدلالة تعود على المشتري.	[1593, 851, 2088, 878]
parcel-header: رقم القطعة (٥٨) حوض (١) المقرن الشمالي قرية العبدلية من أراضي جنوب عمان، مساحتها : ٩ دونم ٣٣٨ م٢ و يملك المحكوم عليه كامل الحصص .	[544, 337, 1039, 364]
parcel-description	[1069, 1336, 1564, 1392]
parcel-listing	[545, 732, 1040, 871]
desc-text: تقع قطعة الأرض تبعد عن مصنع الحلواني ٤٩٠م جنوبا وتنظيم الأرض سكن ج وطبوغرافية القطعة شبه سهلية و خالية من الأبنية وقريبة من التجمعات السكنية وتربتها صالحة للزراعة والبناء ويوجد خدمات الكهرباء والمياه والطرق.	[1069, 365, 1564, 406]
desc-text: تقع قطعة الأرض على بعد ٣١٠ متر الى الشمال عن مصنع الحلواني وتنظيم الأرض زراعي (خارج التنظيم) وطبوغرافية القطعة مائلة باتجاه الشمال وخالية من الابنية وتربتها صالحة للزراعة والبناء خدمات الكهرباء والمياه والطرق غير متوفرة.	[1593, 504, 2088, 545]
desc-label: وصف القطعة :	[427, 1489, 515, 1502]
auctions-link[interactable]: http://auctions.moj.gov.jo/	[317, 435, 479, 449]
parcel-listing	[1069, 1301, 1564, 1453]
auctions-link[interactable]: http://auctions.moj.gov.jo/	[1366, 1545, 1528, 1559]
parcel-header: رقم القطعة (٨) حوض (٢) المقرن الجنوبي قرية العبدلية من أراضي جنوب عمان، مساحتها : ١٦٥ دونم ٧١م٢ و يملك المحكوم عليه ٥٢٦٨٨٥٦٤٧٠ من أصل ٢٣٥٦٦١٠٥١٣٤ حصة .	[20, 615, 515, 642]
auctions-link[interactable]: http://auctions.moj.gov.jo/	[841, 1253, 1003, 1267]
terms-text: او مراجعة دائرة التنفيذ لمشاهدة بيانات العقار ودفع قيمة التأمين ١٠٪ من القيمة المقدرة للعقار وهي	[1069, 560, 1564, 587]
participation-terms	[1069, 1392, 1564, 1448]
parcel-description	[20, 920, 515, 948]
